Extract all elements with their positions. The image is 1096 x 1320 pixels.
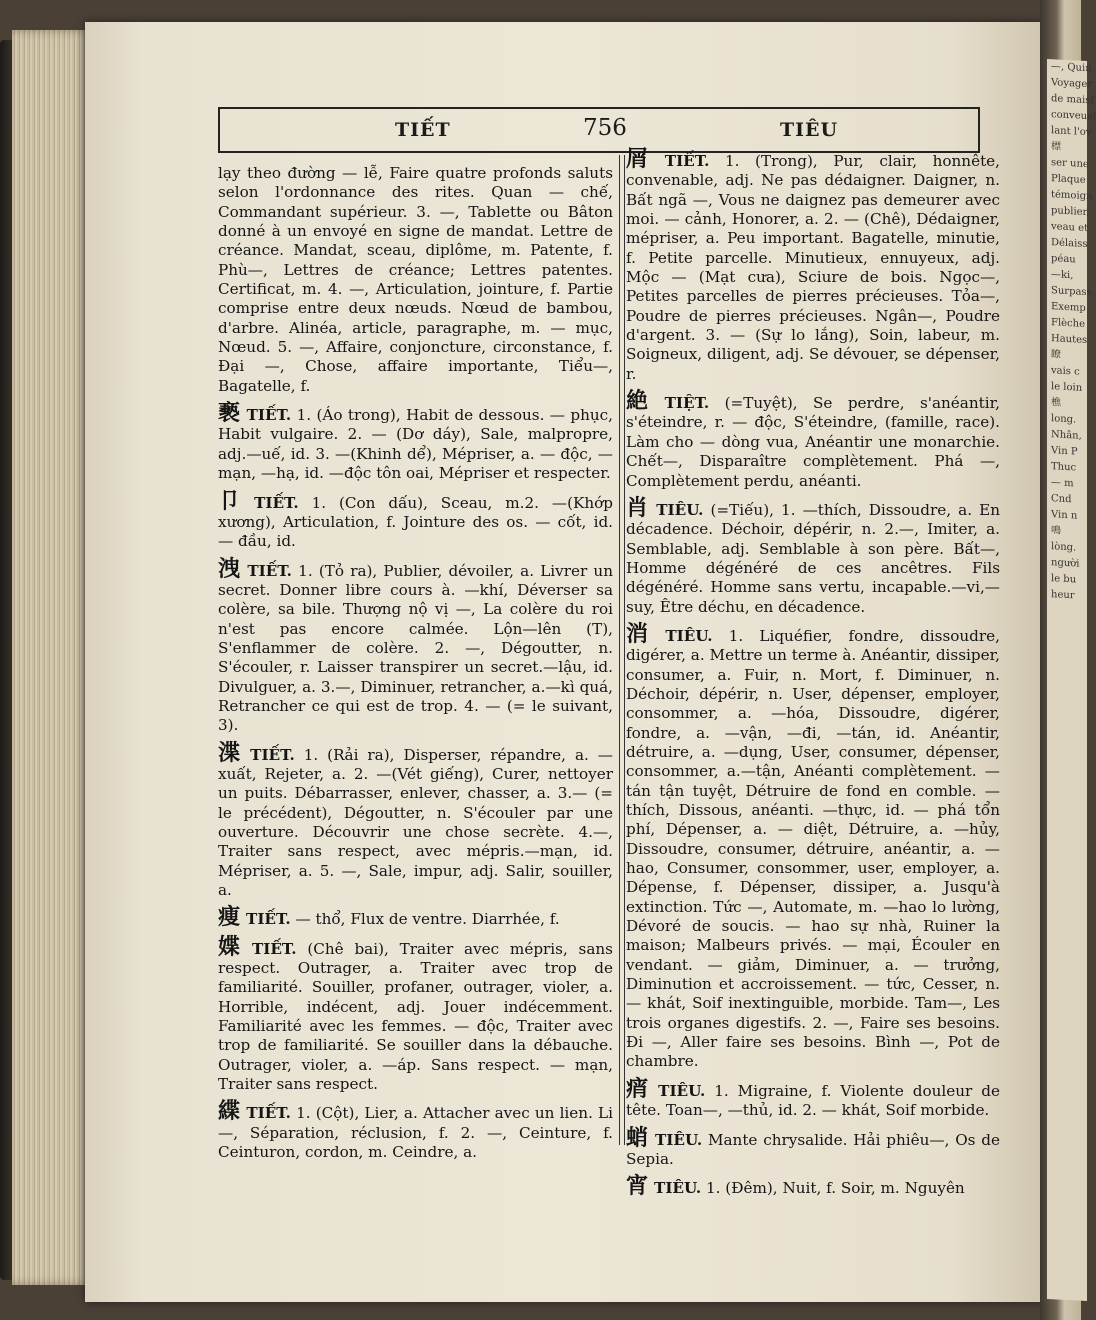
next-page-fragment: long. <box>1051 413 1077 426</box>
dictionary-entry <box>626 1124 1000 1170</box>
next-page-fragment: Surpass <box>1051 285 1092 299</box>
entry-headword: TIẾT. <box>664 152 710 170</box>
entry-headword: TIÊU. <box>658 1081 706 1100</box>
entry-character: 卩 <box>218 487 249 514</box>
entry-character: 緤 <box>218 1098 241 1125</box>
next-page-edge <box>1047 59 1096 1301</box>
dictionary-entry <box>218 1098 613 1162</box>
entry-headword: TIẾT. <box>246 406 292 425</box>
page-number: 756 <box>583 115 627 141</box>
next-page-fragment: vais c <box>1051 365 1080 378</box>
entry-character: 絶 <box>626 388 659 415</box>
next-page-fragment: Voyager <box>1051 77 1093 91</box>
entry-character: 痟 <box>626 1075 653 1102</box>
entry-definition: 1. (Tỏ ra), Publier, dévoiler, a. Livrer un secret. Donner libre cours à. —khí, Déverser sa colère, sa bile. Thượng nộ vị —, La colère du roi n'est pas encore calmée. Lộn—lên (T), S'enflammer de colère. 2. —, Dégoutter, n. S'écouler, r. Laisser transpirer un secret.—lậu, id. Divulguer, a. 3.—, Diminuer, retrancher, a.—kì quá, Retrancher ce qui est de trop. 4. — (= le suivant, 3). <box>218 561 613 735</box>
entry-character: 蛸 <box>626 1124 649 1151</box>
entry-character: 洩 <box>218 555 242 582</box>
dictionary-entry <box>626 620 1000 1072</box>
next-page-fragment: Flèche <box>1051 317 1086 330</box>
dictionary-entry <box>218 487 613 552</box>
entry-definition: (Chê bai), Traiter avec mépris, sans respect. Outrager, a. Traiter avec trop de familiarité. Souiller, profaner, outrager, violer, a. Horrible, indécent, adj. Jouer indécemment. Familiarité avec les femmes. — độc, Traiter avec trop de familiarité. Se souiller dans la débauche. Outrager, violer, a. —áp. Sans respect. — mạn, Traiter sans respect. <box>218 939 613 1094</box>
entry-definition: 1. Liquéfier, fondre, dissoudre, digérer, a. Mettre un terme à. Anéantir, dissiper, consumer, a. Fuir, n. Mort, f. Diminuer, n. Déchoir, dépérir, n. User, dépenser, employer, consommer, a. —hóa, Dissoudre, digérer, fondre, a. —vận, —đi, —tán, id. Anéantir, détruire, a. —dụng, User, consumer, dépenser, consommer, a.—tận, Anéanti complètement. — tán tận tuyệt, Détruire de fond en comble. — thích, Dissous, anéanti. —thực, id. — phá tổn phí, Dépenser, a. — diệt, Détruire, a. —hủy, Dissoudre, consumer, détruire, anéantir, a. — hao, Consumer, consommer, user, employer, a. Dépense, f. Dépenser, dissiper, a. Jusqu'à extinction. Tức —, Automate, m. —hao lo lường, Dévoré de soucis. — hao sự nhà, Ruiner la maison; Malbeurs privés. — mại, Écouler en vendant. — giảm, Diminuer, a. — trưởng, Diminution et accroissement. — tức, Cesser, n. — khát, Soif inextinguible, morbide. Tam—, Les trois organes digestifs. 2. —, Faire ses besoins. Đi —, Aller faire ses besoins. Bình —, Pot de chambre. <box>626 626 1000 1071</box>
next-page-fragment: 鳴 <box>1051 525 1061 537</box>
next-page-fragment: lant l'ov <box>1051 125 1092 139</box>
next-page-fragment: heur <box>1051 589 1075 602</box>
next-page-fragment: Nhân, <box>1051 429 1082 442</box>
next-page-fragment: 樵 <box>1051 397 1061 409</box>
entry-definition: 1. (Con dấu), Sceau, m.2. —(Khớp xương), Articulation, f. Jointure des os. — cốt, id. — đầu, id. <box>218 493 613 551</box>
dictionary-entry <box>218 555 613 736</box>
dictionary-entry <box>218 933 613 1095</box>
dictionary-entry <box>218 739 613 901</box>
next-page-fragment: —ki, <box>1051 269 1074 282</box>
entry-definition: 1. (Cột), Lier, a. Attacher avec un lien. Li —, Séparation, réclusion, f. 2. —, Ceinture, f. Ceinturon, cordon, m. Ceindre, a. <box>218 1104 613 1162</box>
next-page-fragment: péau <box>1051 253 1076 266</box>
next-page-fragment: le loin <box>1051 381 1083 394</box>
header-left-guide-word: TIẾT <box>395 119 451 141</box>
header-right-guide-word: TIÊU <box>780 119 839 141</box>
entry-headword: TIÊU. <box>655 1130 703 1149</box>
right-column <box>614 146 1000 1207</box>
entry-headword: TIẾT. <box>251 939 297 958</box>
entry-headword: TIÊU. <box>654 1179 702 1198</box>
next-page-fragment: de maisf <box>1051 93 1094 107</box>
left-column <box>218 164 613 1171</box>
dictionary-entry <box>626 146 1000 384</box>
dictionary-entry <box>218 904 613 931</box>
entry-character: 媟 <box>218 933 246 960</box>
entry-character: 屑 <box>626 146 659 172</box>
next-page-fragment: Hautes <box>1051 333 1088 347</box>
next-page-fragment: ser une <box>1051 157 1089 171</box>
next-page-fragment: Exemp <box>1051 301 1086 314</box>
entry-character: 消 <box>626 620 660 647</box>
next-page-fragment: conveual <box>1051 109 1096 123</box>
next-page-fragment: — m <box>1051 477 1074 490</box>
continuation-text: lạy theo đường — lễ, Faire quatre profonds saluts selon l'ordonnance des rites. Quan — chế, Commandant supérieur. 3. —, Tablette ou Bâton donné à un envoyé en signe de mandat. Lettre de créance. Mandat, sceau, diplôme, m. Patente, f. Phù—, Lettres de créance; Lettres patentes. Certificat, m. 4. —, Articulation, jointure, f. Partie comprise entre deux nœuds. Nœud de bambou, d'arbre. Alinéa, article, paragraphe, m. — mục, Nœud. 5. —, Affaire, conjoncture, circonstance, f. Đại —, Chose, affaire importante, Tiểu—, Bagatelle, f. <box>218 164 613 395</box>
entry-headword: TIẾT. <box>250 745 295 764</box>
entry-definition: 1. (Đêm), Nuit, f. Soir, m. Nguyên <box>701 1179 965 1198</box>
entry-definition: (=Tiếu), 1. —thích, Dissoudre, a. En décadence. Déchoir, dépérir, n. 2.—, Imiter, a. Semblable, adj. Semblable à son père. Bất—, Homme dégénéré de ces ancêtres. Fils dégénéré. Homme sans vertu, incapable.—vi,—suy, Être déchu, en décadence. <box>626 500 1000 616</box>
entry-character: 褻 <box>218 400 241 427</box>
dictionary-entry <box>626 388 1000 491</box>
next-page-fragment: 標 <box>1051 141 1061 153</box>
next-page-fragment: —, Quin <box>1051 61 1092 75</box>
dictionary-entry <box>626 1173 1000 1200</box>
dictionary-entry <box>626 494 1000 617</box>
entry-character: 肖 <box>626 494 651 521</box>
next-page-fragment: Délaiss <box>1051 237 1088 251</box>
next-page-fragment: Plaque <box>1051 173 1086 186</box>
entry-headword: TIẾT. <box>254 493 299 512</box>
next-page-fragment: lòng. <box>1051 541 1077 554</box>
entry-definition: 1. (Trong), Pur, clair, honnête, convenable, adj. Ne pas dédaigner. Daigner, n. Bất ngã —, Vous ne daignez pas demeurer avec moi. — cảnh, Honorer, a. 2. — (Chê), Dédaigner, mépriser, a. Peu important. Bagatelle, minutie, f. Petite parcelle. Minutieux, ennuyeux, adj. Mộc — (Mạt cưa), Sciure de bois. Ngọc—, Petites parcelles de pierres précieuses. Tỏa—, Poudre de pierres précieuses. Ngân—, Poudre d'argent. 3. — (Sự lo lắng), Soin, labeur, m. Soigneux, diligent, adj. Se dévouer, se dépenser, r. <box>626 152 1000 383</box>
entry-headword: TIẾT. <box>246 1104 291 1123</box>
page-header <box>218 107 980 153</box>
entry-headword: TIẾT. <box>246 910 291 929</box>
entry-character: 宵 <box>626 1173 649 1200</box>
entry-headword: TIÊU. <box>656 500 704 519</box>
entry-character: 痩 <box>218 904 241 931</box>
page-edges <box>12 30 90 1285</box>
next-page-fragment: publier, <box>1051 205 1090 219</box>
next-page-fragment: Vin P <box>1051 445 1078 458</box>
dictionary-entry <box>218 400 613 483</box>
entry-headword: TIỆT. <box>664 394 710 413</box>
entry-definition: 1. (Rải ra), Disperser, répandre, a. —xuất, Rejeter, a. 2. —(Vét giếng), Curer, nettoyer un puits. Débarrasser, enlever, chasser, a. 3.— (= le précédent), Dégoutter, n. S'écouler par une ouverture. Découvrir une chose secrète. 4.—, Traiter sans respect, avec mépris.—mạn, id. Mépriser, a. 5. —, Sale, impur, adj. Salir, souiller, a. <box>218 745 613 900</box>
entry-definition: — thổ, Flux de ventre. Diarrhée, f. <box>290 910 560 929</box>
next-page-fragment: veau et <box>1051 221 1089 235</box>
next-page-fragment: Vin n <box>1051 509 1078 522</box>
entry-character: 渫 <box>218 739 245 766</box>
next-page-fragment: Cnd <box>1051 493 1072 506</box>
next-page-fragment: témoign <box>1051 189 1093 203</box>
next-page-fragment: 瞭 <box>1051 349 1061 361</box>
entry-definition: 1. (Áo trong), Habit de dessous. — phục, Habit vulgaire. 2. — (Dơ dáy), Sale, malpropre, adj.—uế, id. 3. —(Khinh dể), Mépriser, a. — độc, — mạn, —hạ, id. —độc tôn oai, Mépriser et respecter. <box>218 406 613 483</box>
entry-headword: TIÊU. <box>665 626 713 645</box>
entry-headword: TIẾT. <box>247 561 292 580</box>
entry-definition: Mante chrysalide. Hải phiêu—, Os de Sepia. <box>626 1130 1000 1168</box>
next-page-fragment: Thuc <box>1051 461 1077 474</box>
next-page-fragment: người <box>1051 557 1080 570</box>
entry-definition: 1. Migraine, f. Violente douleur de tête. Toan—, —thủ, id. 2. — khát, Soif morbide. <box>626 1081 1000 1120</box>
next-page-fragment: le bu <box>1051 573 1077 586</box>
entry-definition: (=Tuyệt), Se perdre, s'anéantir, s'éteindre, r. — độc, S'éteindre, (famille, race). Làm cho — dòng vua, Anéantir une monarchie. Chết—, Disparaître complètement. Phá —, Complètement perdu, anéanti. <box>626 394 1000 490</box>
dictionary-entry <box>626 1075 1000 1121</box>
